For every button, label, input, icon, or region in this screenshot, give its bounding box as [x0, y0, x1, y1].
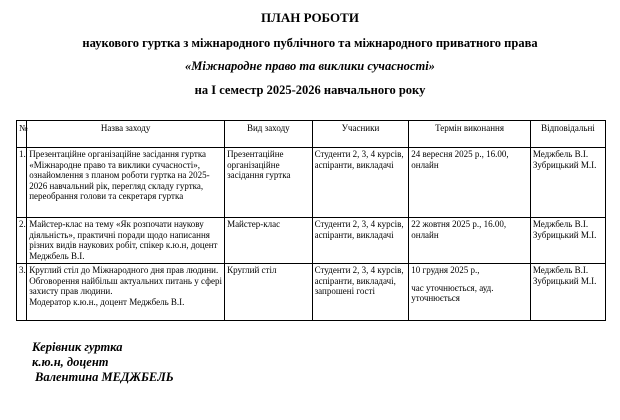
responsible-person: Меджбель В.І.: [532, 149, 589, 159]
plan-table: [16, 120, 606, 321]
cell-responsible: [530, 148, 605, 218]
cell-responsible: [530, 264, 605, 321]
header-type: Вид заходу: [225, 121, 313, 148]
cell-name: [27, 264, 225, 321]
header-name: Назва заходу: [27, 121, 225, 148]
responsible-person: Зубрицький М.І.: [532, 229, 597, 240]
cell-num: 1.: [17, 148, 27, 218]
responsible-person: Зубрицький М.І.: [532, 159, 597, 170]
cell-type: Круглий стіл: [225, 264, 313, 321]
cell-term: 22 жовтня 2025 р., 16.00, онлайн: [409, 218, 531, 264]
header-responsible: Відповідальні: [530, 121, 605, 148]
header-num: №: [17, 121, 27, 148]
cell-name: Майстер-клас на тему «Як розпочати наукову діяльність», практичні поради щодо написання різних видів наукових робіт, спікер к.ю.н, доцент Меджбель В.І.: [27, 218, 225, 264]
cell-participants: Студенти 2, 3, 4 курсів, аспіранти, викладачі: [312, 218, 409, 264]
signature-block: [32, 340, 174, 385]
cell-term: [409, 264, 531, 321]
responsible-person: Меджбель В.І.: [532, 265, 589, 275]
cell-participants: Студенти 2, 3, 4 курсів, аспіранти, викладачі, запрошені гості: [312, 264, 409, 321]
table-row: [17, 148, 606, 218]
signature-degree: к.ю.н, доцент: [32, 355, 109, 369]
document-title: ПЛАН РОБОТИ: [261, 10, 359, 25]
cell-participants: Студенти 2, 3, 4 курсів, аспіранти, викладачі: [312, 148, 409, 218]
cell-type: Майстер-клас: [225, 218, 313, 264]
document-subtitle: наукового гуртка з міжнародного публічного та міжнародного приватного права: [82, 36, 538, 50]
header-participants: Учасники: [312, 121, 409, 148]
cell-num: 3.: [17, 264, 27, 321]
table-row: [17, 264, 606, 321]
term-note: час уточнюється, ауд. уточнюється: [411, 282, 494, 303]
club-name: «Міжнародне право та виклики сучасності»: [185, 59, 435, 73]
signature-role: Керівник гуртка: [32, 340, 123, 354]
table-header-row: [17, 121, 606, 148]
header-term: Термін виконання: [409, 121, 531, 148]
cell-type: Презентаційне організаційне засідання гуртка: [225, 148, 313, 218]
signature-name: Валентина МЕДЖБЕЛЬ: [35, 370, 174, 384]
cell-responsible: [530, 218, 605, 264]
event-moderator: Модератор к.ю.н., доцент Меджбель В.І.: [29, 296, 185, 307]
cell-term: 24 вересня 2025 р., 16.00, онлайн: [409, 148, 531, 218]
term-date: 10 грудня 2025 р.,: [411, 265, 480, 275]
cell-num: 2.: [17, 218, 27, 264]
cell-name: Презентаційне організаційне засідання гуртка «Міжнародне право та виклики сучасності», ознайомлення з планом роботи гуртка на 2025-2026 навчальний рік, перегляд складу гуртка, переобрання голови та секретаря гуртка: [27, 148, 225, 218]
event-description: Круглий стіл до Міжнародного дня прав людини. Обговорення найбільш актуальних питань у сфері захисту прав людини.: [29, 265, 222, 296]
table-row: [17, 218, 606, 264]
responsible-person: Меджбель В.І.: [532, 219, 589, 229]
responsible-person: Зубрицький М.І.: [532, 275, 597, 286]
document-period: на І семестр 2025-2026 навчального року: [194, 83, 426, 97]
